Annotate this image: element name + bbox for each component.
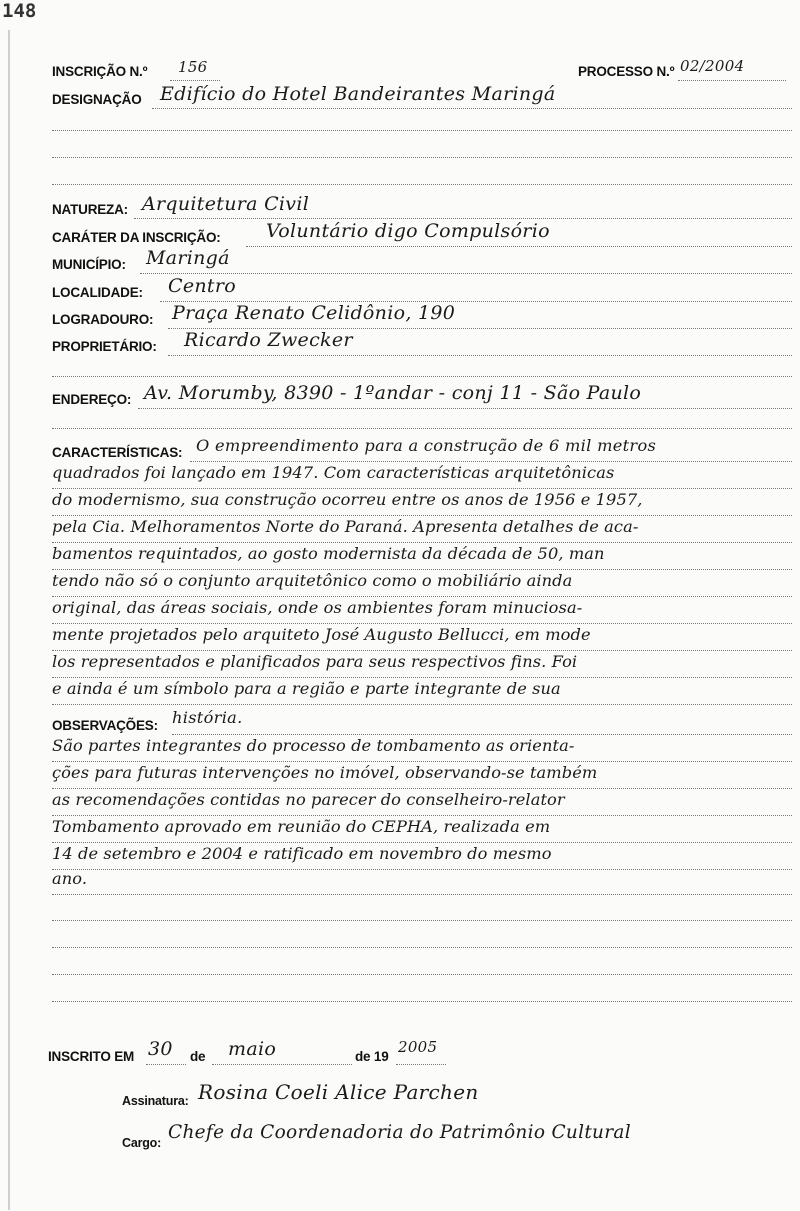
inscrito-ano: 2005 bbox=[398, 1038, 438, 1056]
designacao-value: Edifício do Hotel Bandeirantes Maringá bbox=[160, 83, 556, 105]
observacoes-line-2: ções para futuras intervenções no imóvel, observando-se também bbox=[52, 763, 598, 782]
processo-value: 02/2004 bbox=[680, 57, 745, 75]
endereco-value: Av. Morumby, 8390 - 1ºandar - conj 11 - São Paulo bbox=[144, 382, 642, 404]
inscricao-value: 156 bbox=[178, 58, 208, 76]
blank-line bbox=[52, 947, 792, 948]
processo-label: PROCESSO N.º bbox=[578, 64, 675, 79]
caracteristicas-line-1: O empreendimento para a construção de 6 mil metros bbox=[196, 436, 657, 455]
ruled-line bbox=[52, 842, 792, 843]
endereco-line bbox=[138, 408, 792, 409]
observacoes-line-5: 14 de setembro e 2004 e ratificado em novembro do mesmo bbox=[52, 844, 552, 863]
blank-line bbox=[52, 157, 792, 158]
localidade-value: Centro bbox=[168, 275, 236, 297]
ano-line bbox=[396, 1064, 446, 1065]
caracteristicas-line-7: original, das áreas sociais, onde os ambientes foram minuciosa- bbox=[52, 598, 583, 617]
carater-line bbox=[246, 246, 792, 247]
de-label-2: de 19 bbox=[355, 1049, 389, 1064]
observacoes-line-3: as recomendações contidas no parecer do conselheiro-relator bbox=[52, 790, 565, 809]
blank-line bbox=[52, 130, 792, 131]
ruled-line bbox=[52, 894, 792, 895]
page-edge-shadow bbox=[8, 30, 10, 1210]
observacoes-line bbox=[172, 734, 792, 735]
cargo-value: Chefe da Coordenadoria do Patrimônio Cultural bbox=[168, 1122, 631, 1143]
ruled-line bbox=[52, 569, 792, 570]
logradouro-label: LOGRADOURO: bbox=[52, 312, 154, 327]
observacoes-line-6: ano. bbox=[52, 869, 88, 888]
ruled-line bbox=[52, 704, 792, 705]
natureza-line bbox=[134, 218, 792, 219]
mes-line bbox=[212, 1064, 352, 1065]
blank-line bbox=[52, 920, 792, 921]
proprietario-line bbox=[168, 355, 792, 356]
observacoes-line-4: Tombamento aprovado em reunião do CEPHA, realizada em bbox=[52, 817, 551, 836]
inscrito-mes: maio bbox=[228, 1038, 277, 1060]
natureza-value: Arquitetura Civil bbox=[142, 193, 310, 215]
dia-line bbox=[146, 1064, 186, 1065]
ruled-line bbox=[52, 788, 792, 789]
page-number: 148 bbox=[2, 0, 37, 22]
designacao-line bbox=[152, 108, 792, 109]
municipio-value: Maringá bbox=[146, 247, 230, 269]
caracteristicas-line-10: e ainda é um símbolo para a região e parte integrante de sua bbox=[52, 679, 561, 698]
caracteristicas-line-9: los representados e planificados para seus respectivos fins. Foi bbox=[52, 652, 578, 671]
caracteristicas-line-8: mente projetados pelo arquiteto José Augusto Bellucci, em mode bbox=[52, 625, 591, 644]
inscricao-label: INSCRIÇÃO N.º bbox=[52, 64, 148, 79]
ruled-line bbox=[52, 596, 792, 597]
blank-line bbox=[52, 974, 792, 975]
caracteristicas-line-2: quadrados foi lançado em 1947. Com características arquitetônicas bbox=[52, 463, 615, 482]
proprietario-value: Ricardo Zwecker bbox=[184, 329, 353, 351]
caracteristicas-line-6: tendo não só o conjunto arquitetônico como o mobiliário ainda bbox=[52, 571, 573, 590]
inscricao-line bbox=[170, 80, 220, 81]
designacao-label: DESIGNAÇÃO bbox=[52, 92, 142, 107]
observacoes-label: OBSERVAÇÕES: bbox=[52, 718, 158, 733]
ruled-line bbox=[52, 761, 792, 762]
caracteristicas-line-4: pela Cia. Melhoramentos Norte do Paraná. Apresenta detalhes de aca- bbox=[52, 517, 639, 536]
ruled-line bbox=[52, 515, 792, 516]
ruled-line bbox=[52, 677, 792, 678]
blank-line bbox=[52, 184, 792, 185]
de-label-1: de bbox=[190, 1049, 206, 1064]
blank-line bbox=[52, 376, 792, 377]
assinatura-label: Assinatura: bbox=[122, 1094, 189, 1108]
inscrito-dia: 30 bbox=[148, 1038, 173, 1060]
endereco-label: ENDEREÇO: bbox=[52, 392, 132, 407]
localidade-label: LOCALIDADE: bbox=[52, 285, 143, 300]
caracteristicas-label: CARACTERÍSTICAS: bbox=[52, 445, 183, 460]
carater-value: Voluntário digo Compulsório bbox=[266, 220, 550, 242]
assinatura-value: Rosina Coeli Alice Parchen bbox=[198, 1080, 479, 1104]
caracteristicas-line bbox=[190, 461, 792, 462]
inscrito-label: INSCRITO EM bbox=[48, 1049, 135, 1064]
processo-line bbox=[678, 80, 786, 81]
proprietario-label: PROPRIETÁRIO: bbox=[52, 339, 157, 354]
ruled-line bbox=[52, 488, 792, 489]
cargo-label: Cargo: bbox=[122, 1136, 162, 1150]
natureza-label: NATUREZA: bbox=[52, 202, 128, 217]
carater-label: CARÁTER DA INSCRIÇÃO: bbox=[52, 230, 221, 245]
ruled-line bbox=[52, 623, 792, 624]
logradouro-value: Praça Renato Celidônio, 190 bbox=[172, 302, 456, 324]
municipio-label: MUNICÍPIO: bbox=[52, 257, 126, 272]
ruled-line bbox=[52, 650, 792, 651]
observacoes-first: história. bbox=[172, 708, 243, 727]
caracteristicas-line-5: bamentos requintados, ao gosto modernista da década de 50, man bbox=[52, 544, 605, 563]
caracteristicas-line-3: do modernismo, sua construção ocorreu entre os anos de 1956 e 1957, bbox=[52, 490, 643, 509]
blank-line bbox=[52, 1001, 792, 1002]
ruled-line bbox=[52, 815, 792, 816]
municipio-line bbox=[140, 273, 792, 274]
blank-line bbox=[52, 428, 792, 429]
ruled-line bbox=[52, 542, 792, 543]
observacoes-line-1: São partes integrantes do processo de tombamento as orienta- bbox=[52, 736, 575, 755]
